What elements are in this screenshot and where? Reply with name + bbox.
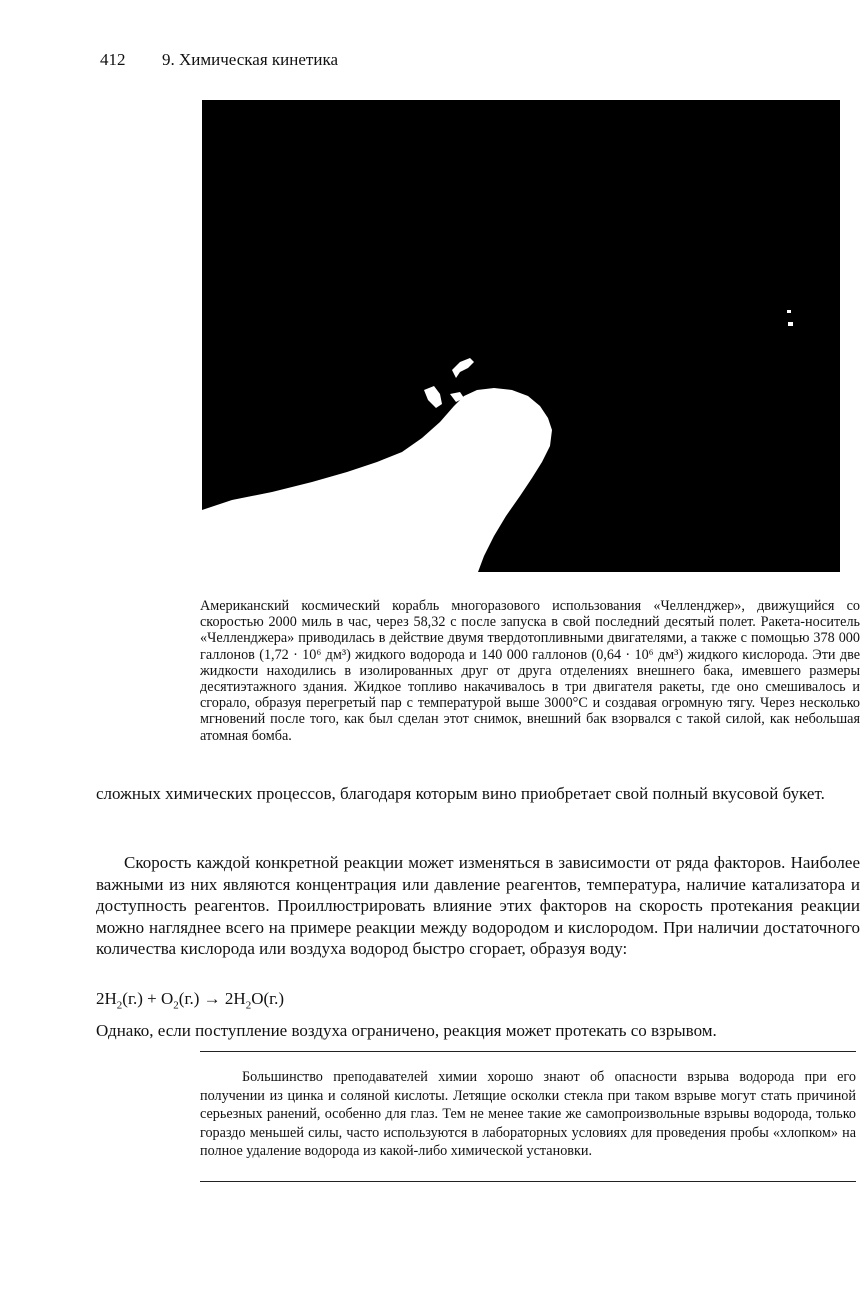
challenger-photo <box>202 100 840 572</box>
paragraph-continuation: сложных химических процессов, благодаря которым вино приобретает свой полный вкусовой букет. <box>96 784 825 803</box>
paragraph-reaction-factors: Скорость каждой конкретной реакции может изменяться в зависимости от ряда факторов. Наиболее важными из них являются концентрация или давление реагентов, температура, наличие катализатора и доступность реагентов. Проиллюстрировать влияние этих факторов на скорость протекания реакции можно нагляднее всего на примере реакции между водородом и кислородом. При наличии достаточного количества кислорода или воздуха водород быстро сгорает, образуя воду: <box>96 853 860 959</box>
footnote-rule-top <box>200 1051 856 1052</box>
challenger-photo-image <box>202 100 840 572</box>
running-head <box>100 50 338 70</box>
reaction-equation: $2H_2(г.) + O_2(г.) \to 2H_2O(г.)$ <box>96 989 285 1012</box>
footnote-box: Большинство преподавателей химии хорошо знают об опасности взрыва водорода при его получении из цинка и соляной кислоты. Летящие осколки стекла при таком взрыве могут стать причиной серьезных ранений, особенно для глаз. Тем не менее такие же самопроизвольные взрывы водорода, только гораздо меньшей силы, часто используются в лабораторных условиях для проведения пробы «хлопком» на полное удаление водорода из какой-либо химической установки. <box>200 1069 856 1159</box>
paragraph-explosion: Однако, если поступление воздуха ограничено, реакция может протекать со взрывом. <box>96 1021 717 1040</box>
chapter-title: 9. Химическая кинетика <box>162 50 338 69</box>
footnote-rule-bottom <box>200 1181 856 1182</box>
page-number: 412 <box>100 50 126 69</box>
photo-caption: Американский космический корабль многоразового использования «Челленджер», движущийся со скоростью 2000 миль в час, через 58,32 с после запуска в свой последний десятый полет. Ракета-носитель «Челленджера» приводилась в действие двумя твердотопливными двигателями, а также с помощью 378 000 галлонов (1,72 · 10⁶ дм³) жидкого водорода и 140 000 галлонов (0,64 · 10⁶ дм³) жидкого кислорода. Эти две жидкости находились в изолированных друг от друга отделениях внешнего бака, имевшего размеры десятиэтажного здания. Жидкое топливо накачивалось в три двигателя ракеты, где оно смешивалось и сгорало, образуя перегретый пар с температурой выше 3000°C и создавая огромную тягу. Через несколько мгновений после того, как был сделан этот снимок, внешний бак взорвался с такой силой, как небольшая атомная бомба. <box>200 598 860 744</box>
